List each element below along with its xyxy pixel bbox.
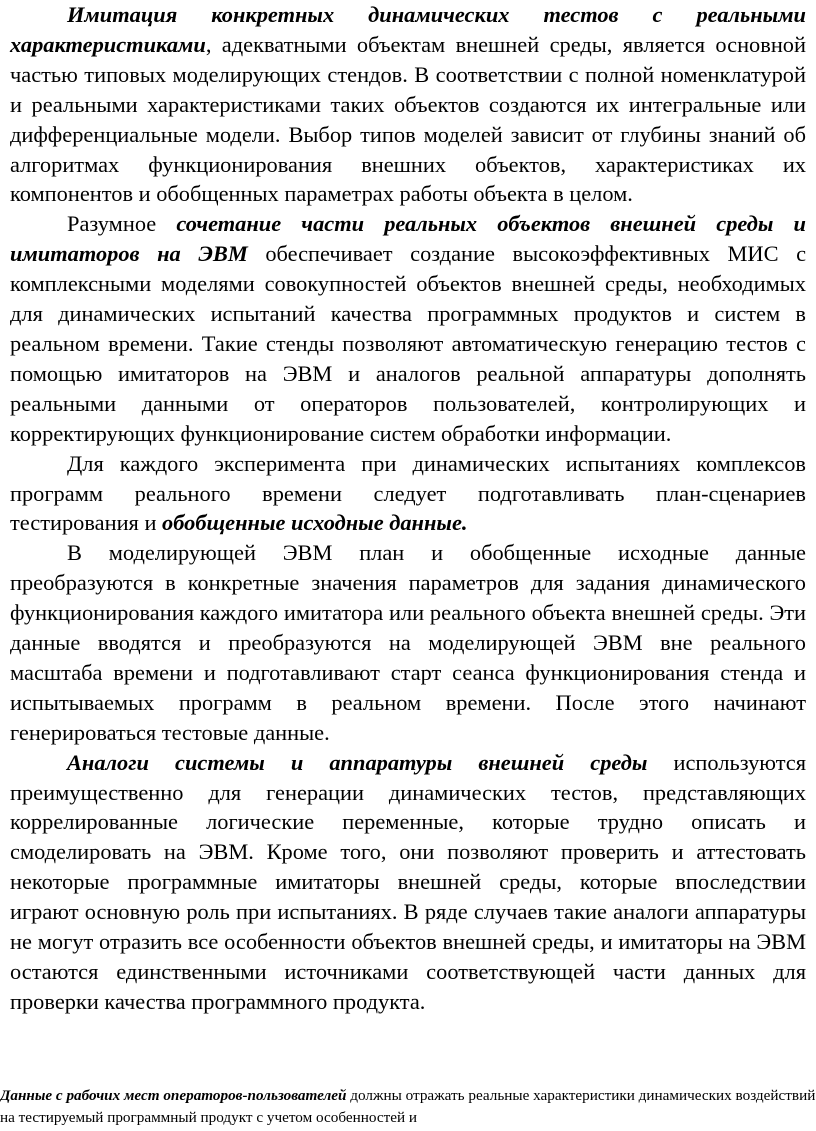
footer-paragraph	[0, 1085, 816, 1128]
emphasis-text: обобщенные исходные данные.	[162, 510, 468, 536]
paragraph-1	[10, 0, 806, 209]
emphasis-text: сочетание части реальных объектов внешней среды и имитаторов на ЭВМ	[10, 211, 806, 267]
body-text: обеспечивает создание высокоэффективных МИС с комплексными моделями совокупностей объектов внешней среды, необходимых для динамических испытаний качества программных продуктов и систем в реальном времени. Такие стенды позволяют автоматическую генерацию тестов с помощью имитаторов на ЭВМ и аналогов реальной аппаратуры дополнять реальными данными от операторов пользователей, контролирующих и корректирующих функционирование систем обработки информации.	[10, 241, 807, 446]
body-text: В моделирующей ЭВМ план и обобщенные исходные данные преобразуются в конкретные значения параметров для задания динамического функционирования каждого имитатора или реального объекта внешней среды. Эти данные вводятся и преобразуются на моделирующей ЭВМ вне реального масштаба времени и подготавливают старт сеанса функционирования стенда и испытываемых программ в реальном времени. После этого начинают генерироваться тестовые данные.	[10, 540, 806, 745]
emphasis-text: Аналоги системы и аппаратуры внешней среды	[67, 749, 648, 775]
emphasis-text: Имитация конкретных динамических тестов с реальными характеристиками	[10, 2, 806, 57]
paragraph-3	[10, 449, 806, 539]
body-text: , адекватными объектам внешней среды, является основной частью типовых моделирующих стендов. В соответствии с полной номенклатурой и реальными характеристиками таких объектов создаются их интегральные или дифференциальные модели. Выбор типов моделей зависит от глубины знаний об алгоритмах функционирования внешних объектов, характеристиках их компонентов и обобщенных параметрах работы объекта в целом.	[10, 31, 806, 207]
body-text: используются преимущественно для генерации динамических тестов, представляющих коррелированные логические переменные, которые трудно описать и смоделировать на ЭВМ. Кроме того, они позволяют проверить и аттестовать некоторые программные имитаторы внешней среды, которые впоследствии играют основную роль при испытаниях. В ряде случаев такие аналоги аппаратуры не могут отразить все особенности объектов внешней среды, и имитаторы на ЭВМ остаются единственными источниками соответствующей части данных для проверки качества программного продукта.	[10, 749, 806, 1014]
body-text: Для каждого эксперимента при динамических испытаниях комплексов программ реального времени следует подготавливать план-сценариев тестирования и	[10, 450, 806, 536]
paragraph-4	[10, 538, 806, 747]
paragraph-5	[10, 748, 806, 1017]
footer-text	[0, 1085, 816, 1128]
emphasis-text: Данные с рабочих мест операторов-пользователей	[0, 1087, 347, 1104]
paragraph-2	[10, 209, 806, 448]
body-text: должны отражать реальные характеристики динамических воздействий на тестируемый программный продукт с учетом особенностей и	[0, 1087, 816, 1126]
document-body	[10, 0, 806, 1017]
body-text: Разумное	[67, 211, 177, 237]
